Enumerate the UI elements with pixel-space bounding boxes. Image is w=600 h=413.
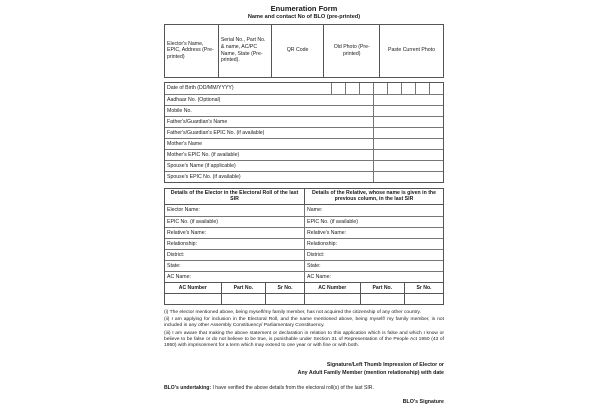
subheader-ac-number: AC Number: [178, 284, 207, 291]
field-value-blank: [374, 172, 444, 182]
header-cell-elector-name: Elector's Name, EPIC, Address (Pre-printed): [167, 40, 214, 61]
sir-cell-right: Relative's Name:: [304, 228, 443, 238]
dob-label: Date of Birth (DD/MM/YYYY): [165, 83, 332, 94]
subheader-part-no: Part No.: [360, 283, 404, 293]
empty-cell: [404, 294, 443, 304]
field-label: Mother's EPIC No. (if available): [165, 150, 374, 160]
dob-digit-box: [332, 83, 345, 94]
header-cell-old-photo: Old Photo (Pre-printed): [323, 25, 379, 77]
sir-cell-left: Relationship:: [167, 240, 197, 247]
header-cell-qr-code: QR Code: [271, 25, 324, 77]
dob-digit-box: [429, 83, 443, 94]
sir-cell-left: State:: [167, 262, 181, 269]
sir-cell-left: District:: [167, 251, 185, 258]
field-value-blank: [374, 106, 444, 116]
sir-cell-right: EPIC No. (if available): [304, 217, 443, 227]
sir-cell-right: State:: [304, 261, 443, 271]
header-cell-current-photo: Paste Current Photo: [379, 25, 443, 77]
row-spouse-epic: [165, 171, 443, 182]
header-cell-serial-no: Serial No., Part No. & name, AC/PC Name, State (Pre-printed).: [218, 25, 271, 77]
dob-digit-box: [387, 83, 401, 94]
sir-header-elector: Details of the Elector in the Electoral Roll of the last SIR: [170, 189, 299, 203]
dob-digit-box: [359, 83, 373, 94]
declaration-item-3: (iii) I am aware that making the above statement or declaration in relation to this application which is false and which I know or believe to be false or do not believe to be true, is punishable under Section 31 of Representation of the People Act 1950 (43 of 1950) with imprisonment for a term which may extend to one year or with fine or with both.: [164, 330, 444, 349]
declaration-item-1: (i) The elector mentioned above, being myself/my family member, has not acquired the citizenship of any other country.: [164, 309, 421, 315]
form-title: Enumeration Form: [270, 4, 338, 13]
sir-cell-right: Relationship:: [304, 239, 443, 249]
blo-undertaking-label: BLO's undertaking:: [164, 384, 212, 391]
blo-undertaking-text: I have verified the above details from the electoral roll(s) of the last SIR.: [211, 384, 374, 391]
details-table: [164, 82, 444, 183]
field-value-blank: [374, 95, 444, 105]
sir-empty-row: [165, 293, 443, 304]
dob-digit-box: [415, 83, 429, 94]
empty-cell: [304, 294, 360, 304]
subheader-part-no: Part No.: [221, 283, 265, 293]
sir-cell-left: AC Name:: [167, 273, 191, 280]
sir-cell-left: Elector Name:: [167, 206, 200, 213]
signature-line-2: Any Adult Family Member (mention relationship) with date: [297, 369, 444, 376]
sir-cell-left: EPIC No. (if available): [167, 218, 219, 225]
field-label: Father's/Guardian's Name: [165, 117, 374, 127]
row-mother-name: [165, 138, 443, 149]
row-mobile: [165, 105, 443, 116]
elector-signature-block: [164, 362, 444, 377]
field-label: Mobile No.: [165, 106, 374, 116]
blo-signature-label: BLO's Signature: [402, 399, 444, 406]
field-label: Aadhaar No. (Optional): [165, 95, 374, 105]
sir-cell-right: District:: [304, 250, 443, 260]
sir-subheader-row: [165, 282, 443, 293]
sir-row-relationship: [165, 238, 443, 249]
sir-header-relative: Details of the Relative, whose name is given in the previous column, in the last SIR: [304, 189, 443, 204]
sir-row-district: [165, 249, 443, 260]
sir-header-row: [165, 189, 443, 205]
dob-digit-box: [373, 83, 387, 94]
row-date-of-birth: [165, 83, 443, 94]
field-value-blank: [374, 128, 444, 138]
dob-digit-box: [345, 83, 359, 94]
sir-row-state: [165, 260, 443, 271]
row-mother-epic: [165, 149, 443, 160]
empty-cell: [360, 294, 404, 304]
row-father-name: [165, 116, 443, 127]
empty-cell: [265, 294, 304, 304]
empty-cell: [165, 294, 221, 304]
subheader-sr-no: Sr No.: [265, 283, 304, 293]
row-spouse-name: [165, 160, 443, 171]
sir-row-epic: [165, 216, 443, 227]
row-father-epic: [165, 127, 443, 138]
dob-digit-boxes: [332, 83, 443, 94]
field-value-blank: [374, 117, 444, 127]
field-value-blank: [374, 161, 444, 171]
field-label: Spouse's EPIC No. (if available): [165, 172, 374, 182]
subheader-sr-no: Sr No.: [404, 283, 443, 293]
sir-row-ac-name: [165, 271, 443, 282]
declaration-section: [164, 310, 444, 350]
field-value-blank: [374, 139, 444, 149]
signature-line-1: Signature/Left Thumb Impression of Elector or: [326, 362, 444, 369]
sir-row-relative-name: [165, 227, 443, 238]
sir-cell-right: Name:: [304, 205, 443, 216]
empty-cell: [221, 294, 265, 304]
form-subtitle: Name and contact No of BLO (pre-printed): [247, 14, 361, 20]
field-label: Spouse's Name (if applicable): [165, 161, 374, 171]
sir-row-name: [165, 205, 443, 216]
sir-cell-left: Relative's Name:: [167, 229, 207, 236]
declaration-item-2: (ii) I am applying for inclusion in the Electoral Roll, and the name mentioned above, being myself/ my family member, is not included in any other Assembly Constituency/ Parliamentary Constituency.: [164, 316, 444, 329]
sir-table: [164, 188, 444, 305]
sir-cell-right: AC Name:: [304, 272, 443, 282]
blo-undertaking: [164, 385, 444, 392]
header-table: [164, 24, 444, 78]
enumeration-form: [164, 4, 444, 405]
field-label: Mother's Name: [165, 139, 374, 149]
dob-digit-box: [401, 83, 415, 94]
field-label: Father's/Guardian's EPIC No. (if available): [165, 128, 374, 138]
row-aadhaar: [165, 94, 443, 105]
field-value-blank: [374, 150, 444, 160]
subheader-ac-number: AC Number: [304, 283, 360, 293]
